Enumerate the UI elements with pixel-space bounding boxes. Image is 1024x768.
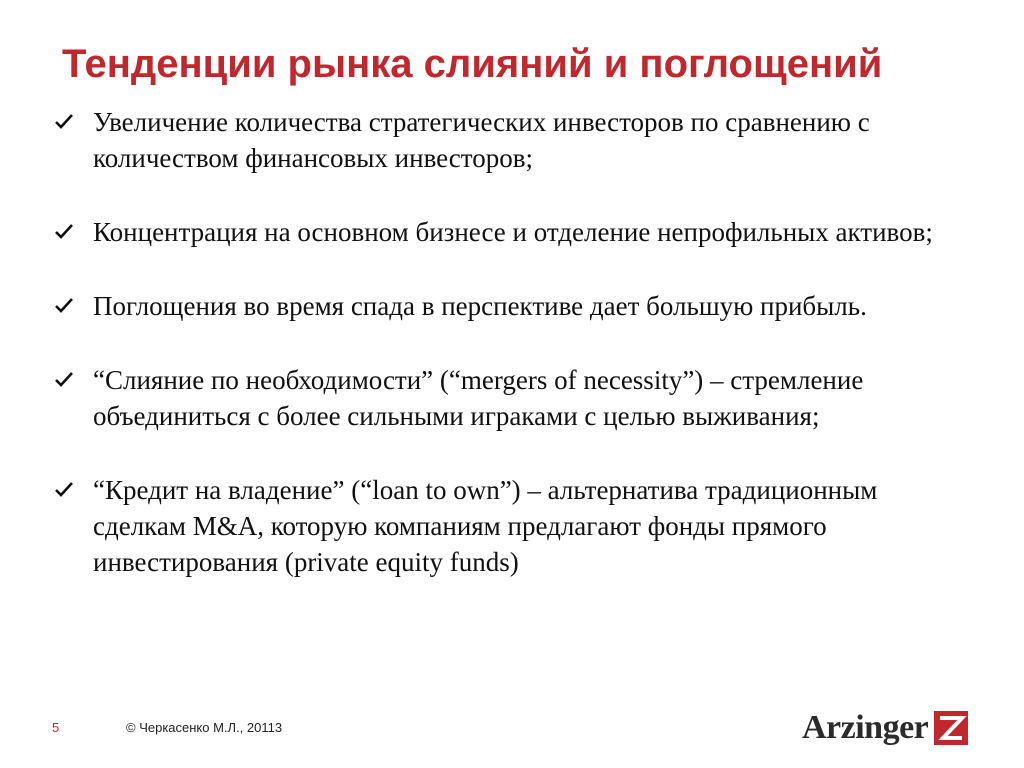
copyright-text: © Черкасенко М.Л., 20113 (126, 720, 283, 735)
check-icon (54, 296, 74, 316)
bullet-text: Концентрация на основном бизнесе и отделение непрофильных активов; (93, 217, 933, 247)
page-number: 5 (52, 720, 60, 735)
bullet-list (54, 104, 974, 618)
check-icon (54, 112, 74, 132)
bullet-item (54, 104, 974, 176)
bullet-text: “Кредит на владение” (“loan to own”) – альтернатива традиционным сделкам M&A, которую компаниям предлагают фонды прямого инвестирования (private equity funds) (93, 475, 878, 577)
bullet-text: “Слияние по необходимости” (“mergers of necessity”) – стремление объединиться с более сильными играками с целью выживания; (93, 365, 864, 431)
check-icon (54, 370, 74, 390)
check-icon (54, 222, 74, 242)
arzinger-logo (802, 708, 968, 748)
slide-title: Тенденции рынка слияний и поглощений (62, 42, 883, 86)
logo-text: Arzinger (802, 709, 929, 746)
check-icon (54, 480, 74, 500)
bullet-text: Поглощения во время спада в перспективе дает большую прибыль. (93, 291, 867, 321)
bullet-item (54, 362, 974, 434)
bullet-item (54, 214, 974, 250)
arzinger-logo-mark-icon (934, 711, 968, 745)
bullet-item (54, 472, 974, 580)
bullet-item (54, 288, 974, 324)
bullet-text: Увеличение количества стратегических инвесторов по сравнению с количеством финансовых инвесторов; (93, 107, 870, 173)
